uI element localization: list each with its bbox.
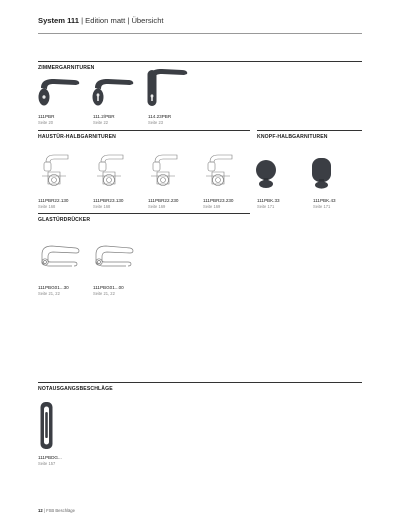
product-111pbdg (38, 455, 62, 467)
product-page: Seite 171 (257, 204, 275, 209)
product-111pbk-33 (257, 198, 280, 210)
section-rule-knopf (257, 130, 362, 131)
product-111pbk-43 (313, 198, 336, 210)
section-title-knopf: KNOPF-HALBGARNITUREN (257, 134, 328, 140)
product-code: 111PBR23.130 (93, 198, 124, 203)
product-image-111pbr23-130 (93, 150, 127, 190)
product-image-111pbg01-00 (90, 240, 138, 274)
product-page: Seite 171 (313, 204, 331, 209)
product-image-111pbr22-230 (147, 150, 181, 190)
product-code: 111PBK.43 (313, 198, 336, 203)
product-code: 111.2/PBR (93, 114, 115, 119)
product-111pbr22-230 (148, 198, 178, 210)
product-111pbg01-00 (93, 285, 124, 297)
product-111pbr23-130 (93, 198, 123, 210)
product-111pbr (38, 114, 54, 126)
section-rule-zimmer (38, 61, 362, 62)
product-image-111pbdg (38, 400, 56, 452)
section-rule-glas (38, 213, 250, 214)
product-111-2pbr (93, 114, 115, 126)
header-rule (38, 33, 362, 34)
product-image-114-23pbr (144, 64, 190, 110)
section-title-notaus: NOTAUSGANGSBESCHLÄGE (38, 386, 113, 392)
section-rule-notaus (38, 382, 362, 383)
section-title-zimmer: ZIMMERGARNITUREN (38, 65, 95, 71)
product-page: Seite 169 (203, 204, 221, 209)
section-title-glas: GLASTÜRDRÜCKER (38, 217, 91, 223)
product-page: Seite 21, 22 (93, 291, 115, 296)
product-111pbg01-30 (38, 285, 69, 297)
product-page: Seite 21, 22 (38, 291, 60, 296)
product-page: Seite 157 (38, 461, 56, 466)
product-image-111-2pbr (90, 72, 136, 110)
product-page: Seite 168 (38, 204, 56, 209)
page-footer (38, 508, 75, 513)
product-image-111pbr22-130 (38, 150, 72, 190)
product-code: 111PBR (38, 114, 55, 119)
product-image-111pbr (36, 72, 82, 110)
header-subtitle: | Edition matt | Übersicht (78, 16, 164, 25)
product-code: 111PBG01...00 (93, 285, 124, 290)
section-rule-haustuer (38, 130, 250, 131)
product-111pbr22-130 (38, 198, 68, 210)
product-code: 111PBR23.230 (203, 198, 234, 203)
product-code: 111PBR22.130 (38, 198, 69, 203)
section-title-haustuer: HAUSTÜR-HALBGARNITUREN (38, 134, 117, 140)
system-title: System 111 (38, 16, 79, 25)
page-header (38, 16, 164, 25)
product-image-111pbg01-30 (36, 240, 84, 274)
product-code: 114.23PBR (148, 114, 172, 119)
product-114-23pbr (148, 114, 171, 126)
product-page: Seite 169 (148, 204, 166, 209)
footer-text: | FSB Beschläge (42, 508, 75, 513)
product-code: 111PBDG... (38, 455, 62, 460)
product-page: Seite 23 (148, 120, 164, 125)
product-image-111pbr23-230 (202, 150, 236, 190)
product-111pbr23-230 (203, 198, 233, 210)
product-code: 111PBR22.230 (148, 198, 179, 203)
product-code: 111PBG01...30 (38, 285, 69, 290)
product-page: Seite 22 (93, 120, 109, 125)
page-number: 12 (38, 508, 43, 513)
product-code: 111PBK.33 (257, 198, 280, 203)
product-page: Seite 20 (38, 120, 54, 125)
product-page: Seite 168 (93, 204, 111, 209)
product-image-111pbk-43 (308, 152, 340, 192)
product-image-111pbk-33 (252, 156, 284, 192)
